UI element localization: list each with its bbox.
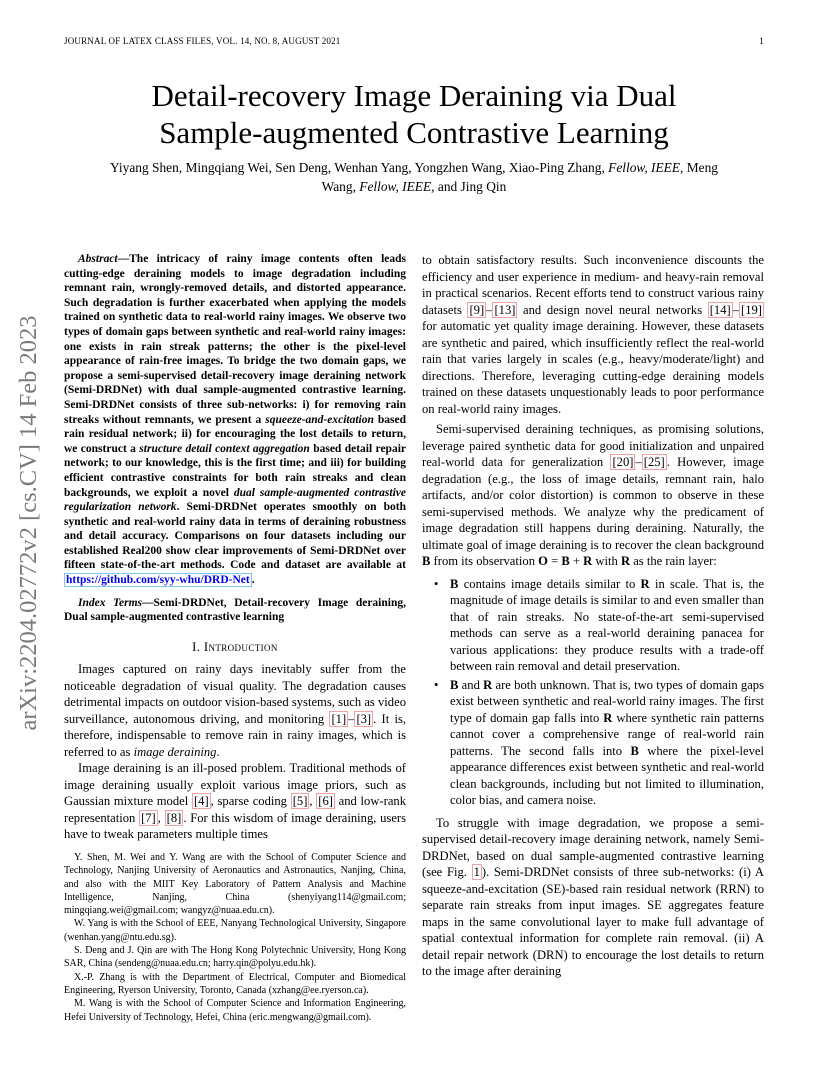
authors-text: Meng (683, 160, 718, 175)
abstract-text: . (251, 574, 255, 587)
body-text: for automatic yet quality image deraining. However, these datasets are synthetic and paired, which insufficiently reflect the real-world rain that varies largely in scales (e.g., heavy/moderate/light) and directions. Therefore, leveraging cutting-edge deraining models trained on these datasets unquestionably leads to poor performance on real-world rainy images. (422, 319, 764, 416)
body-text: Image deraining is an ill-posed problem. Traditional methods of image deraining usually exploit various image priors, such as Gaussian mixture model (64, 761, 406, 809)
math-symbol: B (630, 743, 639, 758)
footnote: S. Deng and J. Qin are with The Hong Kong Polytechnic University, Hong Kong SAR, China (sendeng@nuaa.edu.cn; harry.qin@polyu.edu.hk). (64, 945, 406, 970)
body-text: contains image details similar to (458, 576, 641, 591)
body-text: To struggle with image degradation, we propose a semi-supervised detail-recovery image deraining network, namely Semi-DRDNet, based on dual sample-augmented contrastive learning (see Fig. (422, 815, 764, 879)
body-text: , sparse coding (210, 794, 291, 809)
authors-text: Wang, (321, 179, 360, 194)
body-text: with (592, 554, 621, 568)
abstract-emphasis: dual sample-augmented contrastive regularization network (64, 486, 406, 514)
abstract-text: . Semi-DRDNet operates smoothly on both synthetic and real-world rainy data in terms of deraining robustness and detail accuracy. Comparisons on four datasets including our established Real200 show clear improvements of Semi-DRDNet over fifteen state-of-the-art methods. Code and dataset are available at (64, 501, 406, 572)
body-text: Semi-supervised deraining techniques, as promising solutions, leverage paired synthetic data for good initialization and unpaired real-world data for generalization (422, 422, 764, 469)
citation-link[interactable]: [9] (469, 302, 485, 317)
authors-text: and Jing Qin (434, 179, 507, 194)
body-text: . However, image degradation (e.g., the loss of image details, remnant rain, halo artifacts, and/or color distortion) is common to observe in these semi-supervised methods. We analyze why the predicament of image degradation still happens during deraining. Naturally, the ultimate goal of image deraining is to recover the clean background (422, 455, 764, 552)
journal-name: JOURNAL OF LATEX CLASS FILES, VOL. 14, NO. 8, AUGUST 2021 (64, 36, 341, 46)
footnote: X.-P. Zhang is with the Department of Electrical, Computer and Biomedical Engineering, Ryerson University, Toronto, Canada (xzhang@ee.ryerson.ca). (64, 971, 406, 996)
citation-link[interactable]: [25] (643, 455, 665, 469)
citation-link[interactable]: [14] (709, 302, 731, 317)
footnote: Y. Shen, M. Wei and Y. Wang are with the School of Computer Science and Technology, Nanjing University of Aeronautics and Astronautics, Nanjing, China, and also with the MIIT Key Laboratory of Pattern Analysis and Machine Intelligence, Nanjing, China (shenyiyang114@gmail.com; mingqiang.wei@gmail.com; wangyz@nuaa.edu.cn). (64, 852, 406, 917)
footnote: M. Wang is with the School of Computer Science and Information Engineering, Hefei University of Technology, Hefei, China (eric.mengwang@gmail.com). (64, 998, 406, 1023)
running-header (64, 36, 764, 46)
citation-link[interactable]: [19] (741, 302, 762, 317)
section-title: Introduction (203, 639, 278, 654)
figure-link[interactable]: 1 (473, 865, 480, 879)
section-heading-introduction (64, 639, 406, 656)
citation-link[interactable]: [7] (141, 810, 156, 825)
body-text: in scale. That is, the magnitude of image details is similar to and even smaller than that of rain streaks. No state-of-the-art semi-supervised methods can serve as a real-world deraining panacea for various applications: they produce results with a trade-off between rain removal and detail preservation. (450, 576, 765, 673)
index-terms-text: —Semi-DRDNet, Detail-recovery Image deraining, Dual sample-augmented contrastive learning (64, 596, 406, 624)
footnote: W. Yang is with the School of EEE, Nanyang Technological University, Singapore (wenhan.yang@ntu.edu.sg). (64, 918, 406, 943)
citation-link[interactable]: [20] (612, 455, 634, 469)
arxiv-stamp (12, 285, 46, 760)
body-text: , (309, 794, 317, 809)
index-terms-label: Index Terms (78, 596, 143, 609)
body-text: – (635, 455, 642, 469)
math-symbol: R (583, 554, 593, 568)
abstract-text: —The intricacy of rainy image contents often leads cutting-edge deraining models to image degradation including remnant rain, wrongly-removed details, and distorted appearance. Such degradation is further exacerbated when applying the models trained on synthetic data to real-world rainy images. We observe two types of domain gaps between synthetic and real-world rainy images: one exists in rain streak patterns; the other is the pixel-level appearance of rain-free images. To bridge the two domain gaps, we propose a semi-supervised detail-recovery image deraining network (Semi-DRDNet) with dual sample-augmented contrastive learning. Semi-DRDNet consists of three sub-networks: i) for removing rain streaks without remnants, we present a (64, 253, 406, 426)
math-symbol: B (422, 554, 431, 568)
intro-paragraph-1 (64, 661, 406, 760)
abstract (64, 252, 406, 588)
citation-link[interactable]: [13] (494, 302, 516, 317)
list-item (434, 677, 765, 809)
body-text: – (732, 302, 740, 317)
body-text: are both unknown. That is, two types of domain gaps exist between synthetic and real-world rainy images. The first type of domain gap falls into (450, 677, 764, 725)
body-text: where the pixel-level appearance differences exist between synthetic and real-world clean backgrounds, including but not limited to illumination, color bias, and camera noise. (450, 743, 764, 807)
body-text: and design novel neural networks (517, 302, 708, 317)
right-column (422, 252, 764, 980)
abstract-emphasis: structure detail context aggregation (139, 442, 310, 455)
abstract-emphasis: squeeze-and-excitation (265, 413, 374, 426)
intro-paragraph-2 (64, 760, 406, 843)
math-operator: = (547, 554, 562, 568)
math-symbol: R (620, 554, 631, 568)
math-symbol: B (561, 554, 570, 568)
title-line-1: Detail-recovery Image Deraining via Dual (151, 78, 677, 113)
list-item (434, 576, 765, 675)
fellow-title: Fellow, IEEE, (608, 160, 684, 175)
math-symbol: B (450, 677, 459, 692)
body-text: as the rain layer: (630, 554, 717, 568)
abstract-text: based rain residual network; ii) for encouraging the lost details to return, we construct a (64, 413, 406, 455)
right-paragraph-1 (422, 252, 764, 417)
citation-link[interactable]: [6] (318, 794, 333, 809)
author-list (60, 158, 768, 196)
right-paragraph-2 (422, 421, 764, 570)
fellow-title: Fellow, IEEE, (359, 179, 435, 194)
right-paragraph-3 (422, 815, 764, 980)
body-text: . It is, therefore, indispensable to remove rain in rainy images, which is referred to as (64, 711, 406, 759)
body-text: . (216, 744, 220, 759)
bullet-icon: • (434, 576, 439, 591)
body-text: – (348, 711, 355, 726)
citation-link[interactable]: [5] (292, 794, 308, 809)
body-text: – (486, 302, 493, 317)
citation-link[interactable]: [4] (193, 794, 209, 809)
bullet-icon: • (434, 677, 439, 692)
footnotes (64, 850, 406, 1024)
body-text: from its observation (430, 554, 539, 568)
abstract-label: Abstract (78, 253, 118, 265)
title-line-2: Sample-augmented Contrastive Learning (159, 115, 669, 150)
body-text: where synthetic rain patterns cannot cover a comprehensive range of real-world rain patterns. The second falls into (450, 710, 765, 758)
math-symbol: O (538, 554, 548, 568)
body-emphasis: image deraining (133, 744, 217, 759)
citation-link[interactable]: [8] (166, 810, 182, 825)
math-operator: + (569, 554, 584, 568)
index-terms (64, 596, 406, 625)
body-text: ). Semi-DRDNet consists of three sub-networks: (i) A squeeze-and-excitation (SE)-based rain residual network (RRN) to separate rain streaks from input images. SE aggregates feature maps in the same convolutional layer to make full advantage of spatial contextual information for complete rain removal. (ii) A detail repair network (DRN) to encourage the lost details to return to the image after deraining (422, 865, 764, 978)
math-symbol: B (450, 576, 459, 591)
arxiv-stamp-text: arXiv:2204.02772v2 [cs.CV] 14 Feb 2023 (15, 314, 42, 731)
section-number: I. (192, 639, 204, 654)
body-text: and (458, 677, 484, 692)
body-text: to obtain satisfactory results. Such inconvenience discounts the efficiency and user experience in medium- and heavy-rain removal in practical scenarios. Recent efforts tend to construct various rainy datasets (422, 253, 764, 317)
paper-title (60, 77, 768, 151)
left-column (64, 252, 406, 843)
body-text: . For this wisdom of image deraining, users have to tweak parameters multiple times (64, 810, 407, 842)
math-symbol: R (640, 576, 650, 591)
citation-link[interactable]: [1] (331, 711, 347, 726)
body-text: and low-rank representation (64, 794, 407, 825)
math-symbol: R (483, 677, 493, 692)
body-text: , (157, 810, 165, 825)
code-link[interactable]: https://github.com/syy-whu/DRD-Net (66, 574, 250, 587)
math-symbol: R (603, 710, 613, 725)
citation-link[interactable]: [3] (356, 711, 372, 726)
authors-text: Yiyang Shen, Mingqiang Wei, Sen Deng, Wenhan Yang, Yongzhen Wang, Xiao-Ping Zhang, (110, 160, 609, 175)
abstract-text: based detail repair network; to our knowledge, this is the first time; and iii) for building efficient contrastive constraints for both rain streaks and clean backgrounds, we exploit a novel (64, 442, 406, 499)
page-number: 1 (759, 36, 764, 46)
body-text: Images captured on rainy days inevitably suffer from the noticeable degradation of visual quality. The degradation causes detrimental impacts on outdoor vision-based systems, such as video surveillance, autonomous driving, and monitoring (64, 662, 406, 726)
bullet-list (422, 576, 764, 809)
